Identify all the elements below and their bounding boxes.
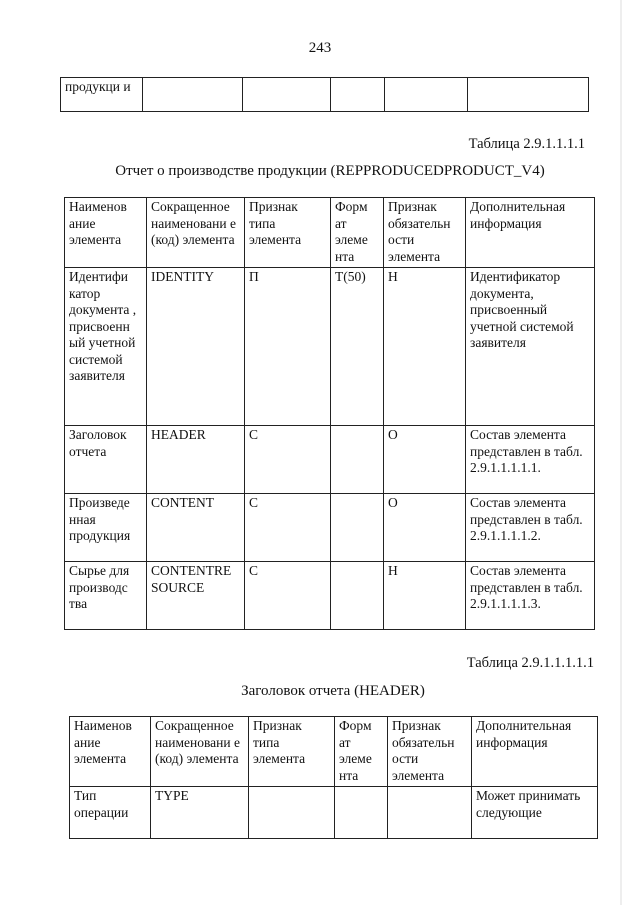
table2 bbox=[69, 716, 598, 839]
cell: Н bbox=[384, 268, 466, 426]
cell: О bbox=[384, 426, 466, 494]
cell: HEADER bbox=[147, 426, 245, 494]
cell: О bbox=[384, 494, 466, 562]
table-row bbox=[65, 268, 595, 426]
cell bbox=[331, 494, 384, 562]
fragment-cell: продукци и bbox=[61, 78, 143, 112]
table1-header-row bbox=[65, 198, 595, 268]
cell: T(50) bbox=[331, 268, 384, 426]
cell: Состав элемента представлен в табл. 2.9.1.1.1.1.1. bbox=[466, 426, 595, 494]
cell bbox=[249, 787, 335, 839]
cell: Идентифи катор документа , присвоенн ый учетной системой заявителя bbox=[65, 268, 147, 426]
cell: Заголовок отчета bbox=[65, 426, 147, 494]
header-element-name: Наименов ание элемента bbox=[70, 717, 151, 787]
cell: С bbox=[245, 494, 331, 562]
cell: Тип операции bbox=[70, 787, 151, 839]
table1 bbox=[64, 197, 595, 630]
header-info: Дополнительная информация bbox=[466, 198, 595, 268]
header-type: Признак типа элемента bbox=[249, 717, 335, 787]
header-type: Признак типа элемента bbox=[245, 198, 331, 268]
table2-title: Заголовок отчета (HEADER) bbox=[241, 683, 425, 699]
table1-caption: Таблица 2.9.1.1.1.1 bbox=[468, 136, 585, 152]
table-row bbox=[65, 426, 595, 494]
header-short-name: Сокращенное наименовани е (код) элемента bbox=[147, 198, 245, 268]
cell: Идентификатор документа, присвоенный учетной системой заявителя bbox=[466, 268, 595, 426]
cell: Состав элемента представлен в табл. 2.9.1.1.1.1.3. bbox=[466, 562, 595, 630]
header-format: Форм ат элеме нта bbox=[331, 198, 384, 268]
top-fragment-table bbox=[60, 77, 589, 112]
cell: CONTENTRE SOURCE bbox=[147, 562, 245, 630]
cell bbox=[331, 562, 384, 630]
cell: С bbox=[245, 562, 331, 630]
cell: П bbox=[245, 268, 331, 426]
scan-edge bbox=[620, 0, 622, 905]
cell: Сырье для производс тва bbox=[65, 562, 147, 630]
header-required: Признак обязательн ости элемента bbox=[384, 198, 466, 268]
header-required: Признак обязательн ости элемента bbox=[388, 717, 472, 787]
cell: С bbox=[245, 426, 331, 494]
table1-title: Отчет о производстве продукции (REPPRODUCEDPRODUCT_V4) bbox=[115, 163, 545, 179]
table-row bbox=[70, 787, 598, 839]
cell: Произведе нная продукция bbox=[65, 494, 147, 562]
cell: TYPE bbox=[151, 787, 249, 839]
cell: Может принимать следующие bbox=[472, 787, 598, 839]
header-format: Форм ат элеме нта bbox=[335, 717, 388, 787]
table-row bbox=[65, 494, 595, 562]
table2-caption: Таблица 2.9.1.1.1.1.1 bbox=[466, 655, 594, 671]
cell: IDENTITY bbox=[147, 268, 245, 426]
cell: Н bbox=[384, 562, 466, 630]
cell bbox=[388, 787, 472, 839]
header-short-name: Сокращенное наименовани е (код) элемента bbox=[151, 717, 249, 787]
table2-header-row bbox=[70, 717, 598, 787]
table-row bbox=[65, 562, 595, 630]
cell bbox=[331, 426, 384, 494]
page-number: 243 bbox=[308, 40, 332, 56]
cell: CONTENT bbox=[147, 494, 245, 562]
header-info: Дополнительная информация bbox=[472, 717, 598, 787]
cell bbox=[335, 787, 388, 839]
cell: Состав элемента представлен в табл. 2.9.1.1.1.1.2. bbox=[466, 494, 595, 562]
header-element-name: Наименов ание элемента bbox=[65, 198, 147, 268]
